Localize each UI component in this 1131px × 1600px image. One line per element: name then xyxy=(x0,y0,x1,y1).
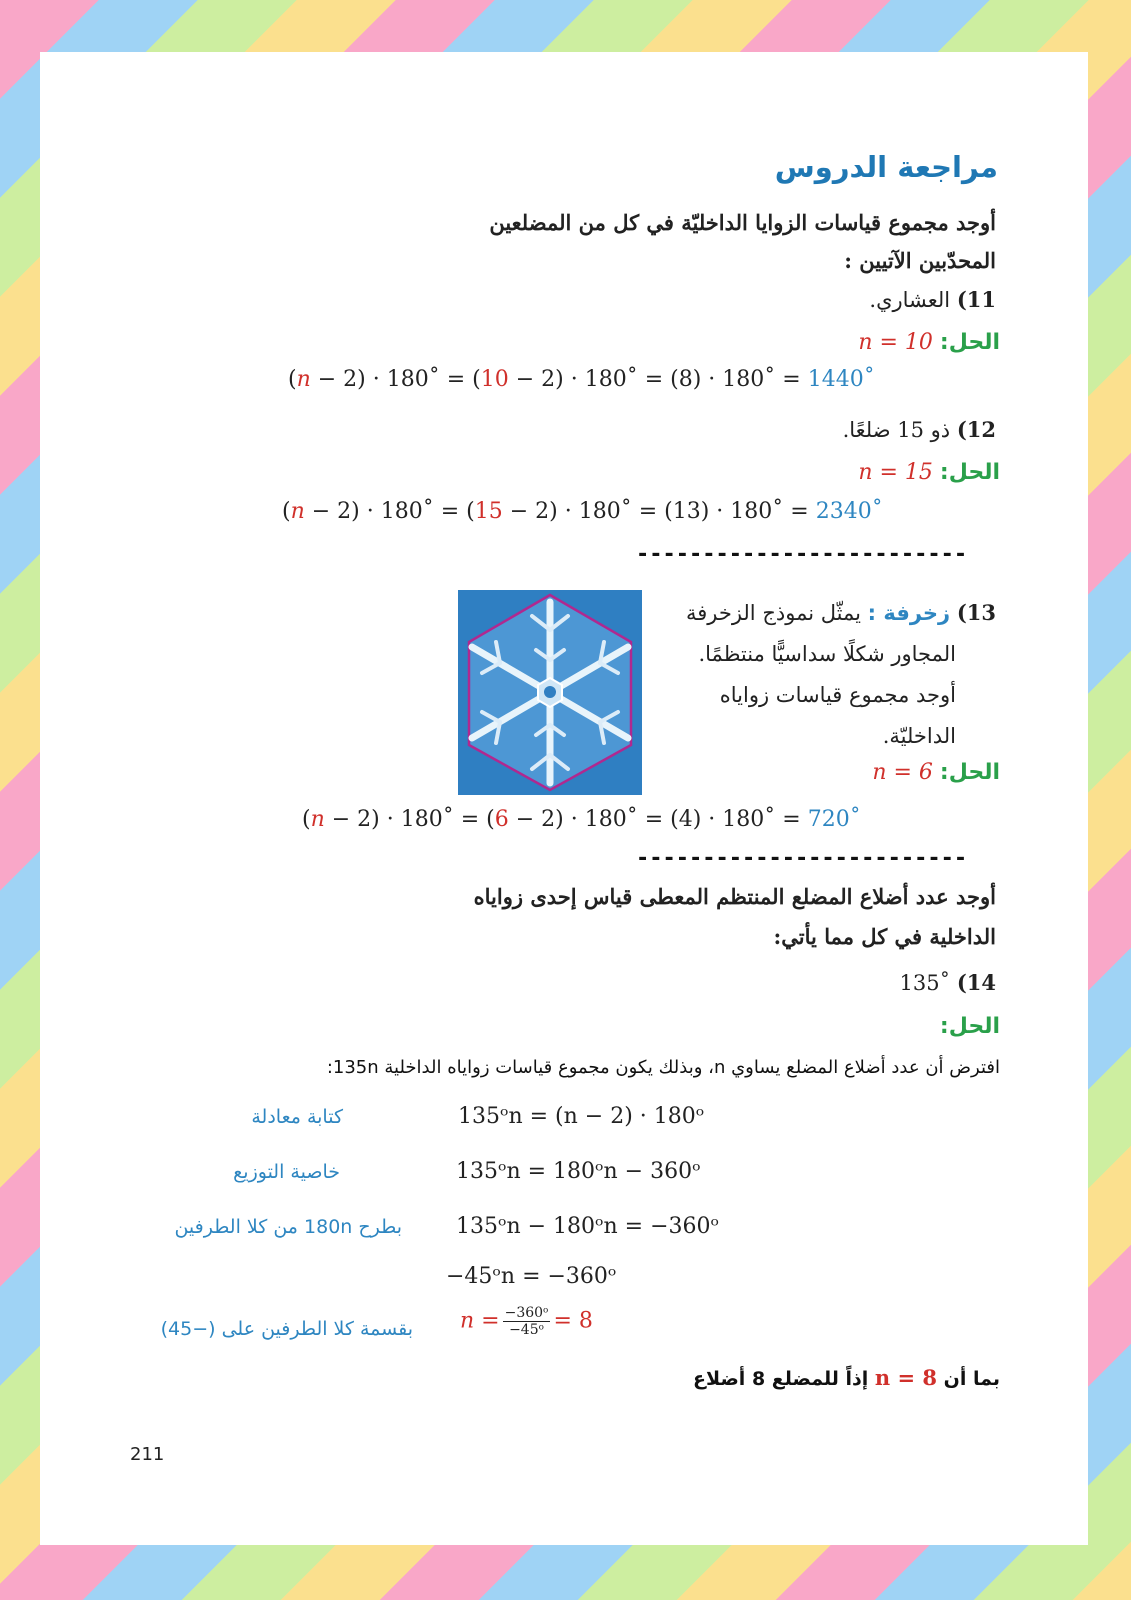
solution-label: الحل: xyxy=(939,1014,1000,1039)
intro2-line-1: أوجد عدد أضلاع المضلع المنتظم المعطى قياس إحدى زواياه xyxy=(473,884,996,909)
question-text: العشاري. xyxy=(869,288,951,312)
question-number: 11) xyxy=(956,287,996,312)
question-number: 14) xyxy=(956,970,996,995)
step-5-note: بقسمة كلا الطرفين على (−45) xyxy=(160,1318,413,1340)
question-number: 13) xyxy=(956,600,996,625)
solution-label: الحل: xyxy=(939,330,1000,355)
question-line-1: يمثّل نموذج الزخرفة xyxy=(685,601,861,625)
question-line-2: المجاور شكلًا سداسيًّا منتظمًا. xyxy=(698,642,956,666)
step-3-note: بطرح 180n من كلا الطرفين xyxy=(174,1216,402,1238)
n-value: n = 15 xyxy=(858,460,933,485)
intro-line-2: المحدّبين الآتيين : xyxy=(844,248,996,273)
n-value: n = 6 xyxy=(872,760,933,785)
step-4-equation: −45ᵒn = −360ᵒ xyxy=(446,1264,617,1289)
snowflake-hexagon-image xyxy=(458,590,642,795)
step-2-equation: 135ᵒn = 180ᵒn − 360ᵒ xyxy=(456,1159,701,1184)
question-line-3: أوجد مجموع قياسات زواياه xyxy=(719,683,956,707)
separator: ------------------------- xyxy=(636,846,968,871)
question-number: 12) xyxy=(956,417,996,442)
conclusion-equation: n = 8 xyxy=(874,1365,938,1390)
equation-13: (n − 2) · 180˚ = (6 − 2) · 180˚ = (4) · 180˚ = 720˚ xyxy=(302,807,861,832)
question-angle: 135˚ xyxy=(899,971,951,995)
separator: ------------------------- xyxy=(636,542,968,567)
conclusion: بما أن n = 8 إذاً للمضلع 8 أضلاع xyxy=(693,1365,1000,1390)
answer: 1440˚ xyxy=(807,367,875,392)
answer: 2340˚ xyxy=(815,499,883,524)
question-label: زخرفة : xyxy=(867,601,951,625)
step-1-note: كتابة معادلة xyxy=(251,1106,343,1128)
question-line-4: الداخليّة. xyxy=(882,724,956,748)
question-14 xyxy=(796,970,996,995)
solution-14 xyxy=(800,1014,1000,1039)
assumption-text: افترض أن عدد أضلاع المضلع يساوي n، وبذلك يكون مجموع قياسات زواياه الداخلية 135n: xyxy=(326,1057,1000,1078)
intro-line-1: أوجد مجموع قياسات الزوايا الداخليّة في كل من المضلعين xyxy=(489,210,996,235)
step-5-equation: n = $\frac{\text{−360ᵒ}}{\text{−45ᵒ}}$ = 8 xyxy=(460,1305,593,1338)
question-13 xyxy=(676,592,996,757)
page xyxy=(40,52,1088,1545)
step-1-equation: 135ᵒn = (n − 2) · 180ᵒ xyxy=(458,1104,705,1129)
step-2-note: خاصية التوزيع xyxy=(233,1161,340,1183)
solution-label: الحل: xyxy=(939,760,1000,785)
intro2-line-2: الداخلية في كل مما يأتي: xyxy=(773,924,996,949)
n-value: n = 10 xyxy=(858,330,933,355)
question-12 xyxy=(596,417,996,442)
snowflake-icon xyxy=(458,590,642,795)
solution-label: الحل: xyxy=(939,460,1000,485)
page-number: 211 xyxy=(130,1444,165,1465)
solution-13 xyxy=(700,760,1000,785)
solution-12 xyxy=(700,460,1000,485)
page-title: مراجعة الدروس xyxy=(774,150,998,184)
question-11 xyxy=(596,287,996,312)
step-3-equation: 135ᵒn − 180ᵒn = −360ᵒ xyxy=(456,1214,720,1239)
solution-11 xyxy=(700,330,1000,355)
equation-11: (n − 2) · 180˚ = (10 − 2) · 180˚ = (8) · 180˚ = 1440˚ xyxy=(288,367,875,392)
equation-12: (n − 2) · 180˚ = (15 − 2) · 180˚ = (13) · 180˚ = 2340˚ xyxy=(282,499,883,524)
question-text: ذو 15 ضلعًا. xyxy=(842,418,951,442)
answer: 720˚ xyxy=(807,807,861,832)
